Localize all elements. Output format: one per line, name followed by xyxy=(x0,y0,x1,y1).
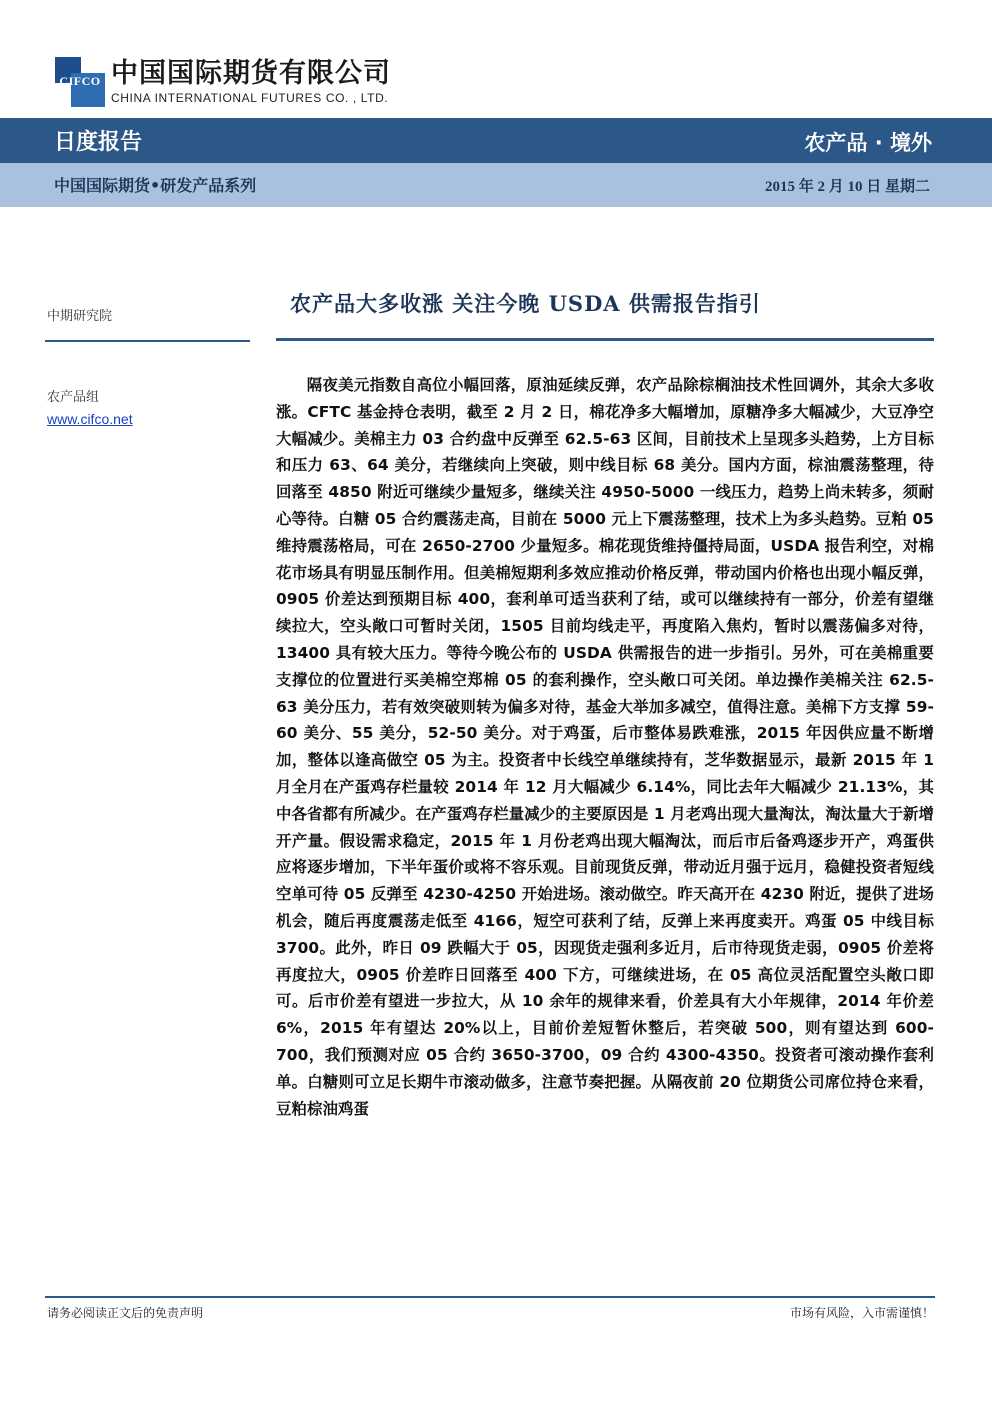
footer-risk-warning: 市场有风险，入市需谨慎！ xyxy=(789,1306,934,1320)
company-name-cn: 中国国际期货有限公司 xyxy=(111,58,391,89)
report-subheader-band xyxy=(0,163,992,207)
cifco-logo-icon xyxy=(55,57,105,107)
logo-text xyxy=(111,59,391,105)
company-name-en: CHINA INTERNATIONAL FUTURES CO. , LTD. xyxy=(111,91,389,105)
report-header-band xyxy=(0,118,992,163)
article-title: 农产品大多收涨 关注今晚 USDA 供需报告指引 xyxy=(290,291,761,316)
report-series: 中国国际期货•研发产品系列 xyxy=(54,176,257,195)
footer-disclaimer[interactable]: 请务必阅读正文后的免责声明 xyxy=(47,1306,204,1320)
report-type: 日度报告 xyxy=(54,130,143,155)
sidebar-institute: 中期研究院 xyxy=(47,309,113,324)
sidebar-divider xyxy=(45,340,250,342)
article-body: 隔夜美元指数自高位小幅回落，原油延续反弹，农产品除棕榈油技术性回调外，其余大多收涨。CFTC 基金持仓表明，截至 2 月 2 日，棉花净多大幅增加，原糖净多大幅减少，大豆净空大幅减少。美棉主力 03 合约盘中反弹至 62.5-63 区间，目前技术上呈现多头趋势，上方目标和压力 63、64 美分，若继续向上突破，则中线目标 68 美分。国内方面，棕油震荡整理，待回落至 4850 附近可继续少量短多，继续关注 4950-5000 一线压力，趋势上尚未转多，须耐心等待。白糖 05 合约震荡走高，目前在 5000 元上下震荡整理，技术上为多头趋势。豆粕 05 维持震荡格局，可在 2650-2700 少量短多。棉花现货维持僵持局面，USDA 报告利空，对棉花市场具有明显压制作用。但美棉短期利多效应推动价格反弹，带动国内价格也出现小幅反弹，0905 价差达到预期目标 400，套利单可适当获利了结，或可以继续持有一部分，价差有望继续拉大，空头敞口可暂时关闭，1505 目前均线走平，再度陷入焦灼，暂时以震荡偏多对待，13400 具有较大压力。等待今晚公布的 USDA 供需报告的进一步指引。另外，可在美棉重要支撑位的位置进行买美棉空郑棉 05 的套利操作，空头敞口可关闭。单边操作美棉关注 62.5-63 美分压力，若有效突破则转为偏多对待，基金大举加多减空，值得注意。美棉下方支撑 59-60 美分、55 美分，52-50 美分。对于鸡蛋，后市整体易跌难涨，2015 年因供应量不断增加，整体以逢高做空 05 为主。投资者中长线空单继续持有，芝华数据显示，最新 2015 年 1 月全月在产蛋鸡存栏量较 2014 年 12 月大幅减少 6.14%，同比去年大幅减少 21.13%，其中各省都有所减少。在产蛋鸡存栏量减少的主要原因是 1 月老鸡出现大量淘汰，淘汰量大于新增开产量。假设需求稳定，2015 年 1 月份老鸡出现大幅淘汰，而后市后备鸡逐步开产，鸡蛋供应将逐步增加，下半年蛋价或将不容乐观。目前现货反弹，带动近月强于远月，稳健投资者短线空单可待 05 反弹至 4230-4250 开始进场。滚动做空。昨天高开在 4230 附近，提供了进场机会，随后再度震荡走低至 4166，短空可获利了结，反弹上来再度卖开。鸡蛋 05 中线目标 3700。此外，昨日 09 跌幅大于 05，因现货走强利多近月，后市待现货走弱，0905 价差将再度拉大，0905 价差昨日回落至 400 下方，可继续进场，在 05 高位灵活配置空头敞口即可。后市价差有望进一步拉大，从 10 余年的规律来看，价差具有大小年规律，2014 年价差 6%，2015 年有望达 20%以上，目前价差短暂休整后，若突破 500，则有望达到 600-700，我们预测对应 05 合约 3650-3700，09 合约 4300-4350。投资者可滚动操作套利单。白糖则可立足长期牛市滚动做多，注意节奏把握。从隔夜前 20 位期货公司席位持仓来看，豆粕棕油鸡蛋 xyxy=(276,376,934,1118)
report-category: 农产品 · 境外 xyxy=(804,131,932,155)
footer-divider xyxy=(45,1296,935,1298)
report-date: 2015 年 2 月 10 日 星期二 xyxy=(764,179,930,195)
company-logo xyxy=(55,56,391,108)
sidebar-group: 农产品组 xyxy=(47,390,100,405)
title-divider xyxy=(276,338,934,341)
website-link[interactable]: www.cifco.net xyxy=(47,411,133,427)
logo-abbr: CIFCO xyxy=(59,74,101,88)
